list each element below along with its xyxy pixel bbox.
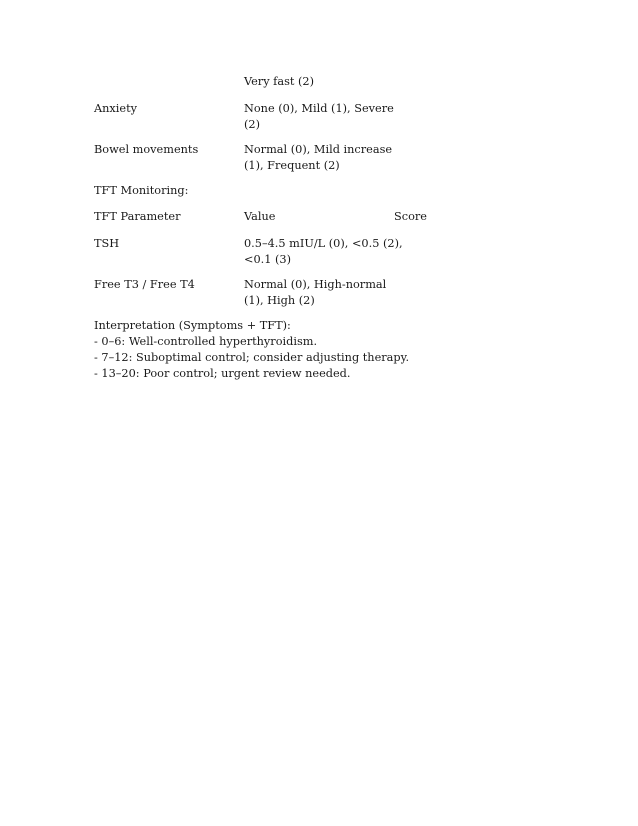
symptom-label: Bowel movements <box>94 143 199 156</box>
tft-monitoring-heading: TFT Monitoring: <box>94 184 189 197</box>
symptom-value <box>244 101 394 133</box>
tft-header-value: Value <box>244 210 276 223</box>
interpretation-line: - 13–20: Poor control; urgent review needed. <box>94 367 351 380</box>
interpretation-title: Interpretation (Symptoms + TFT): <box>94 319 291 332</box>
symptom-value-line: (2) <box>244 118 261 131</box>
interpretation-line: - 7–12: Suboptimal control; consider adjusting therapy. <box>94 351 410 364</box>
tft-value-line: (1), High (2) <box>244 294 315 307</box>
symptom-value-line: None (0), Mild (1), Severe <box>244 102 394 115</box>
tft-value <box>244 236 403 268</box>
symptom-value <box>244 74 394 90</box>
tft-parameter-label: Free T3 / Free T4 <box>94 278 195 291</box>
tft-parameter-label: TSH <box>94 237 120 250</box>
tft-value-line: 0.5–4.5 mIU/L (0), <0.5 (2), <box>244 237 403 250</box>
symptom-value-line: Normal (0), Mild increase <box>244 143 393 156</box>
tft-value-line: Normal (0), High-normal <box>244 278 387 291</box>
tft-header-parameter: TFT Parameter <box>94 210 181 223</box>
symptom-value-line: Very fast (2) <box>244 75 315 88</box>
symptom-value <box>244 142 394 174</box>
tft-header-score: Score <box>394 210 427 223</box>
symptom-value-line: (1), Frequent (2) <box>244 159 340 172</box>
interpretation-line: - 0–6: Well-controlled hyperthyroidism. <box>94 335 318 348</box>
tft-value-line: <0.1 (3) <box>244 253 292 266</box>
symptom-label: Anxiety <box>94 102 138 115</box>
interpretation-block <box>94 318 554 382</box>
tft-value <box>244 277 394 309</box>
